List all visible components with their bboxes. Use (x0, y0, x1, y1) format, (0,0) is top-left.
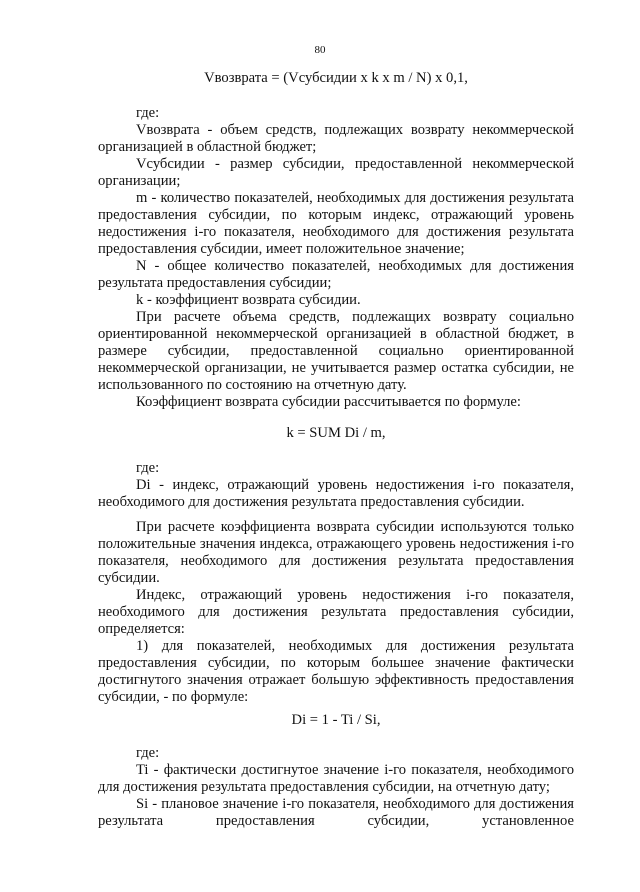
paragraph-calculation: При расчете объема средств, подлежащих возврату социально ориентированной некоммерческой организацией в областной бюджет, в размере субсидии, предоставленной социально ориентированной некоммерческой организации, не учитывается размер остатка субсидии, не использованного по состоянию на отчетную дату. (98, 309, 574, 393)
where-label: где: (136, 460, 160, 476)
definitions-block (98, 122, 574, 411)
page-number: 80 (314, 44, 326, 56)
paragraph-positive-values: При расчете коэффициента возврата субсидии используются только положительные значения индекса, отражающего уровень недостижения i-го показателя, необходимого для достижения результата предоставления субсидии. (98, 519, 574, 586)
paragraph-item-1: 1) для показателей, необходимых для достижения результата предоставления субсидии, по которым большее значение фактически достигнутого значения отражает большую эффективность предоставления субсидии, - по формуле: (98, 638, 574, 705)
paragraph-index: Индекс, отражающий уровень недостижения i-го показателя, необходимого для достижения результата предоставления субсидии, определяется: (98, 587, 574, 637)
definition-v-return: Vвозврата - объем средств, подлежащих возврату некоммерческой организацией в областной бюджет; (98, 122, 574, 155)
formula-return-volume: Vвозврата = (Vсубсидии x k x m / N) x 0,1, (204, 70, 468, 86)
formula-coefficient: k = SUM Di / m, (286, 425, 386, 441)
paragraph-coefficient: Коэффициент возврата субсидии рассчитывается по формуле: (136, 394, 521, 410)
where-label: где: (136, 745, 160, 761)
definition-m: m - количество показателей, необходимых для достижения результата предоставления субсидии, по которым индекс, отражающий уровень недостижения i-го показателя, необходимого для достижения результата предоставления субсидии, имеет положительное значение; (98, 190, 574, 257)
where-label: где: (136, 105, 160, 121)
formula-index: Di = 1 - Ti / Si, (291, 712, 381, 728)
definition-si: Si - плановое значение i-го показателя, необходимого для достижения результата предоставления субсидии, установленное (98, 796, 574, 829)
ti-si-block (98, 762, 574, 830)
definition-n: N - общее количество показателей, необходимых для достижения результата предоставления субсидии; (98, 258, 574, 291)
definition-v-subsidy: Vсубсидии - размер субсидии, предоставленной некоммерческой организации; (98, 156, 574, 189)
definition-ti: Ti - фактически достигнутое значение i-го показателя, необходимого для достижения результата предоставления субсидии, на отчетную дату; (98, 762, 574, 795)
index-block (98, 477, 574, 706)
definition-di: Di - индекс, отражающий уровень недостижения i-го показателя, необходимого для достижения результата предоставления субсидии. (98, 477, 574, 510)
definition-k: k - коэффициент возврата субсидии. (136, 292, 361, 308)
